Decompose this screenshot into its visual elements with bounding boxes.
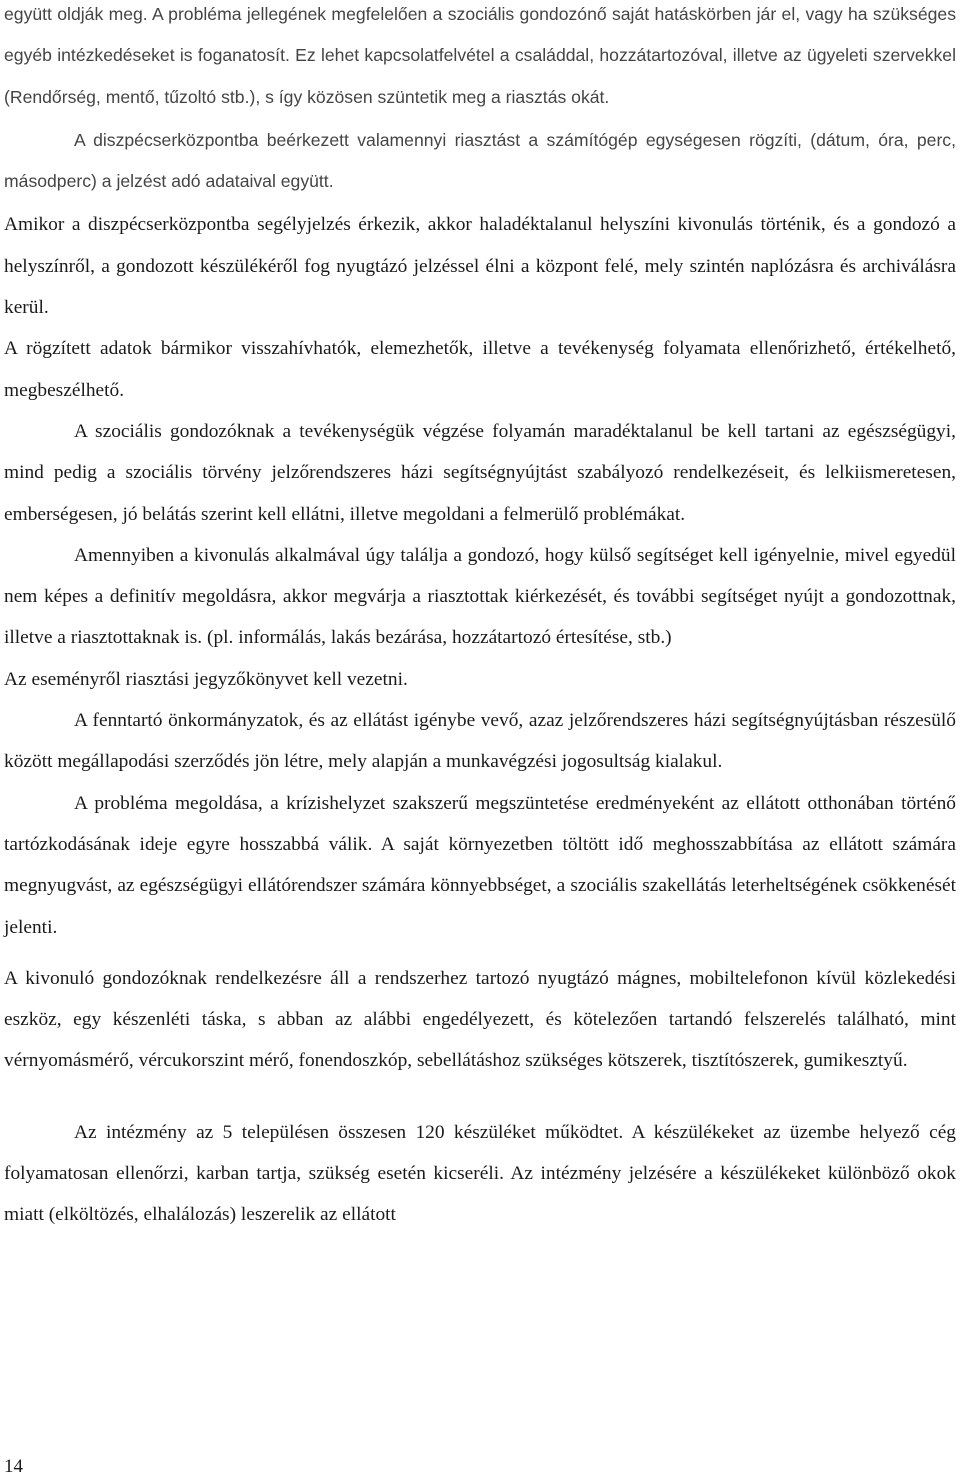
paragraph-1: együtt oldják meg. A probléma jellegének megfelelően a szociális gondozónő saját hatáskörben jár el, vagy ha szükséges egyéb intézkedéseket is foganatosít. Ez lehet kapcsolatfelvétel a családdal, hozzátartozóval, illetve az ügyeleti szervekkel (Rendőrség, mentő, tűzoltó stb.), s így közösen szüntetik meg a riasztás okát.	[4, 4, 956, 107]
paragraph-4: A rögzített adatok bármikor visszahívhatók, elemezhetők, illetve a tevékenység folyamata ellenőrizhető, értékelhető, megbeszélhető.	[4, 338, 956, 401]
paragraph-8: A fenntartó önkormányzatok, és az ellátást igénybe vevő, azaz jelzőrendszeres házi segítségnyújtásban részesülő között megállapodási szerződés jön létre, mely alapján a munkavégzési jogosultság kialakul.	[4, 710, 956, 773]
paragraph-10: A kivonuló gondozóknak rendelkezésre áll a rendszerhez tartozó nyugtázó mágnes, mobiltelefonon kívül közlekedési eszköz, egy készenléti táska, s abban az alábbi engedélyezett, és kötelezően tartandó felszerelés található, mint vérnyomásmérő, vércukorszint mérő, fonendoszkóp, sebellátáshoz szükséges kötszerek, tisztítószerek, gumikesztyű.	[4, 967, 956, 1072]
paragraph-7: Az eseményről riasztási jegyzőkönyvet kell vezetni.	[4, 668, 408, 690]
paragraph-6: Amennyiben a kivonulás alkalmával úgy találja a gondozó, hogy külső segítséget kell igényelnie, mivel egyedül nem képes a definitív megoldásra, akkor megvárja a riasztottak kiérkezését, és további segítséget nyújt a gondozottnak, illetve a riasztottaknak is. (pl. informálás, lakás bezárása, hozzátartozó értesítése, stb.)	[4, 544, 956, 649]
paragraph-2: A diszpécserközpontba beérkezett valamennyi riasztást a számítógép egységesen rögzíti, (dátum, óra, perc, másodperc) a jelzést adó adataival együtt.	[4, 129, 956, 192]
paragraph-9: A probléma megoldása, a krízishelyzet szakszerű megszüntetése eredményeként az ellátott otthonában történő tartózkodásának ideje egyre hosszabbá válik. A saját környezetben töltött idő meghosszabbítása az ellátott számára megnyugvást, az egészségügyi ellátórendszer számára könnyebbséget, a szociális szakellátás leterheltségének csökkenését jelenti.	[4, 792, 956, 938]
page-number: 14	[4, 1456, 23, 1477]
paragraph-11: Az intézmény az 5 településen összesen 120 készüléket működtet. A készülékeket az üzembe helyező cég folyamatosan ellenőrzi, karban tartja, szükség esetén kicseréli. Az intézmény jelzésére a készülékeket különböző okok miatt (elköltözés, elhalálozás) leszerelik az ellátott	[4, 1121, 956, 1226]
paragraph-5: A szociális gondozóknak a tevékenységük végzése folyamán maradéktalanul be kell tartani az egészségügyi, mind pedig a szociális törvény jelzőrendszeres házi segítségnyújtást szabályozó rendelkezéseit, és lelkiismeretesen, emberségesen, jó belátás szerint kell ellátni, illetve megoldani a felmerülő problémákat.	[4, 420, 956, 525]
document-page	[4, 0, 956, 1236]
paragraph-3: Amikor a diszpécserközpontba segélyjelzés érkezik, akkor haladéktalanul helyszíni kivonulás történik, és a gondozó a helyszínről, a gondozott készülékéről fog nyugtázó jelzéssel élni a központ felé, mely szintén naplózásra és archiválásra kerül.	[4, 214, 956, 319]
